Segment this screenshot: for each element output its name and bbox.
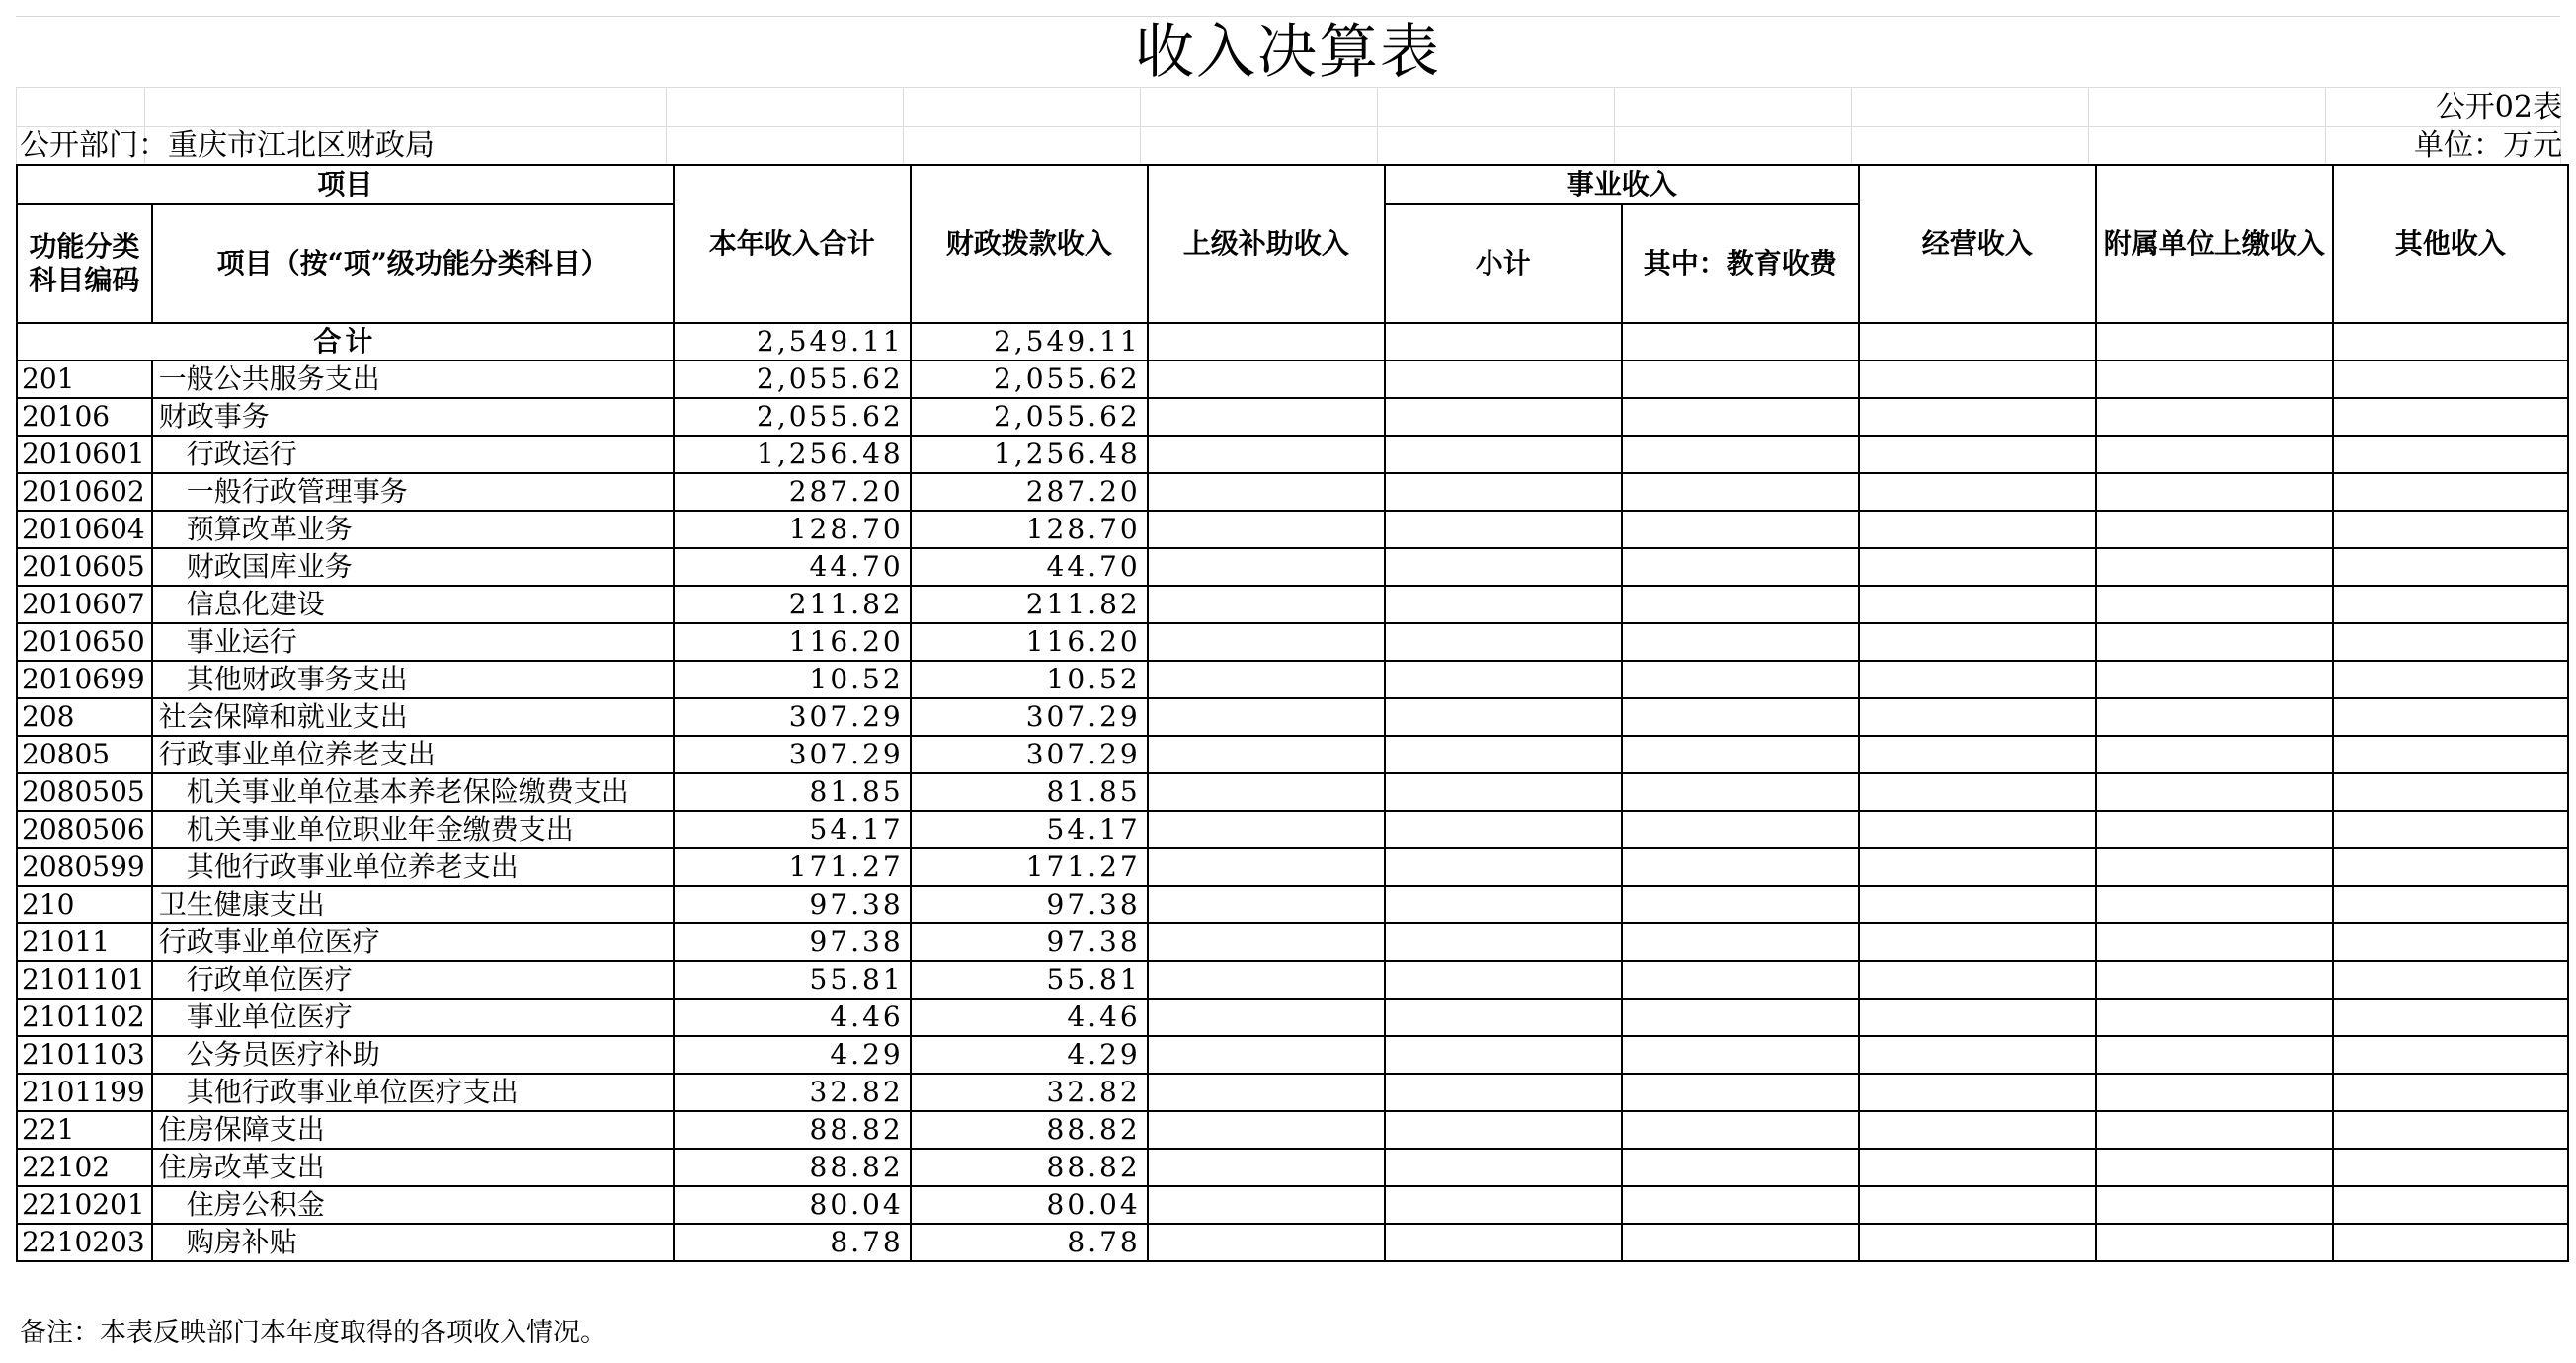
row-upper-subsidy [1148,961,1385,999]
row-code: 2010605 [17,548,152,586]
row-subtotal [1385,773,1622,811]
row-affiliated [2096,1111,2333,1149]
row-code: 201 [17,361,152,398]
table-row [17,1186,2568,1224]
row-other [2333,811,2568,848]
row-upper-subsidy [1148,623,1385,661]
row-total: 211.82 [674,586,911,623]
row-name: 住房保障支出 [152,1111,674,1149]
row-operating [1859,1036,2096,1074]
row-fiscal: 171.27 [911,848,1148,886]
row-name: 住房改革支出 [152,1149,674,1186]
row-operating [1859,773,2096,811]
row-total: 4.29 [674,1036,911,1074]
row-other [2333,586,2568,623]
row-education [1622,398,1859,436]
row-other [2333,848,2568,886]
row-total: 1,256.48 [674,436,911,473]
row-other [2333,1186,2568,1224]
row-upper-subsidy [1148,773,1385,811]
row-affiliated [2096,1036,2333,1074]
row-operating [1859,811,2096,848]
row-code: 22102 [17,1149,152,1186]
row-affiliated [2096,848,2333,886]
row-affiliated [2096,1149,2333,1186]
header-business-group: 事业收入 [1385,165,1859,204]
row-name: 行政事业单位医疗 [152,923,674,961]
row-operating [1859,436,2096,473]
row-affiliated [2096,736,2333,773]
row-code: 2010699 [17,661,152,698]
row-name: 社会保障和就业支出 [152,698,674,736]
row-operating [1859,923,2096,961]
row-other [2333,511,2568,548]
header-item-group: 项目 [17,165,674,204]
row-affiliated [2096,623,2333,661]
row-subtotal [1385,811,1622,848]
row-fiscal: 88.82 [911,1111,1148,1149]
row-total: 54.17 [674,811,911,848]
row-upper-subsidy [1148,548,1385,586]
table-row [17,361,2568,398]
row-name: 行政单位医疗 [152,961,674,999]
row-operating [1859,999,2096,1036]
row-operating [1859,511,2096,548]
row-affiliated [2096,999,2333,1036]
row-subtotal [1385,1111,1622,1149]
table-row [17,698,2568,736]
table-row [17,548,2568,586]
row-code: 2010607 [17,586,152,623]
row-fiscal: 211.82 [911,586,1148,623]
row-education [1622,961,1859,999]
row-education [1622,999,1859,1036]
row-other [2333,436,2568,473]
row-subtotal [1385,511,1622,548]
table-row [17,1149,2568,1186]
row-fiscal: 307.29 [911,698,1148,736]
row-total: 88.82 [674,1111,911,1149]
table-row [17,736,2568,773]
total-amount: 2,549.11 [674,323,911,361]
row-other [2333,1111,2568,1149]
row-upper-subsidy [1148,473,1385,511]
row-other [2333,1074,2568,1111]
row-fiscal: 44.70 [911,548,1148,586]
row-subtotal [1385,398,1622,436]
row-education [1622,548,1859,586]
row-affiliated [2096,398,2333,436]
row-subtotal [1385,736,1622,773]
row-fiscal: 4.29 [911,1036,1148,1074]
table-row [17,661,2568,698]
row-upper-subsidy [1148,1074,1385,1111]
row-other [2333,886,2568,923]
row-fiscal: 88.82 [911,1149,1148,1186]
row-education [1622,923,1859,961]
row-code: 2010601 [17,436,152,473]
row-subtotal [1385,436,1622,473]
row-name: 住房公积金 [152,1186,674,1224]
row-code: 20106 [17,398,152,436]
row-subtotal [1385,961,1622,999]
row-fiscal: 55.81 [911,961,1148,999]
row-affiliated [2096,961,2333,999]
row-other [2333,548,2568,586]
row-affiliated [2096,886,2333,923]
row-education [1622,811,1859,848]
row-code: 20805 [17,736,152,773]
row-subtotal [1385,586,1622,623]
row-subtotal [1385,661,1622,698]
row-affiliated [2096,923,2333,961]
row-upper-subsidy [1148,923,1385,961]
row-affiliated [2096,1224,2333,1261]
row-fiscal: 1,256.48 [911,436,1148,473]
table-row [17,586,2568,623]
row-other [2333,923,2568,961]
row-upper-subsidy [1148,736,1385,773]
row-other [2333,1036,2568,1074]
row-code: 221 [17,1111,152,1149]
table-row [17,436,2568,473]
row-other [2333,1149,2568,1186]
row-operating [1859,1111,2096,1149]
row-education [1622,773,1859,811]
header-subtotal: 小计 [1385,204,1622,323]
header-upper-subsidy: 上级补助收入 [1148,165,1385,323]
row-upper-subsidy [1148,1224,1385,1261]
row-total: 171.27 [674,848,911,886]
row-upper-subsidy [1148,511,1385,548]
row-name: 行政运行 [152,436,674,473]
row-operating [1859,1186,2096,1224]
row-name: 财政国库业务 [152,548,674,586]
row-education [1622,473,1859,511]
row-affiliated [2096,436,2333,473]
row-code: 2101101 [17,961,152,999]
row-other [2333,961,2568,999]
table-row [17,623,2568,661]
row-upper-subsidy [1148,1186,1385,1224]
row-name: 事业单位医疗 [152,999,674,1036]
row-upper-subsidy [1148,1036,1385,1074]
row-upper-subsidy [1148,361,1385,398]
row-operating [1859,1074,2096,1111]
row-total: 97.38 [674,886,911,923]
row-total: 32.82 [674,1074,911,1111]
row-other [2333,1224,2568,1261]
header-total: 本年收入合计 [674,165,911,323]
row-subtotal [1385,623,1622,661]
row-operating [1859,473,2096,511]
row-total: 128.70 [674,511,911,548]
row-name: 机关事业单位职业年金缴费支出 [152,811,674,848]
row-code: 208 [17,698,152,736]
row-total: 287.20 [674,473,911,511]
header-affiliated: 附属单位上缴收入 [2096,165,2333,323]
row-total: 116.20 [674,623,911,661]
row-name: 其他财政事务支出 [152,661,674,698]
unit-label: 单位：万元 [2414,128,2562,163]
header-code: 功能分类科目编码 [17,204,152,323]
row-education [1622,886,1859,923]
row-fiscal: 97.38 [911,886,1148,923]
row-name: 一般行政管理事务 [152,473,674,511]
row-fiscal: 4.46 [911,999,1148,1036]
row-upper-subsidy [1148,848,1385,886]
row-fiscal: 2,055.62 [911,398,1148,436]
row-operating [1859,361,2096,398]
table-row [17,1111,2568,1149]
row-affiliated [2096,361,2333,398]
row-subtotal [1385,999,1622,1036]
table-row [17,773,2568,811]
header-fiscal: 财政拨款收入 [911,165,1148,323]
row-operating [1859,961,2096,999]
header-operating: 经营收入 [1859,165,2096,323]
row-other [2333,473,2568,511]
row-education [1622,1074,1859,1111]
row-name: 信息化建设 [152,586,674,623]
row-fiscal: 81.85 [911,773,1148,811]
row-operating [1859,848,2096,886]
row-education [1622,1186,1859,1224]
row-code: 2101199 [17,1074,152,1111]
row-name: 预算改革业务 [152,511,674,548]
table-row [17,1036,2568,1074]
row-code: 2010604 [17,511,152,548]
table-row [17,473,2568,511]
total-row [17,323,2568,361]
row-subtotal [1385,848,1622,886]
row-total: 2,055.62 [674,361,911,398]
row-affiliated [2096,661,2333,698]
row-affiliated [2096,511,2333,548]
row-name: 其他行政事业单位养老支出 [152,848,674,886]
row-code: 2080599 [17,848,152,886]
row-fiscal: 307.29 [911,736,1148,773]
row-upper-subsidy [1148,811,1385,848]
row-total: 307.29 [674,698,911,736]
row-fiscal: 116.20 [911,623,1148,661]
row-subtotal [1385,1149,1622,1186]
row-upper-subsidy [1148,999,1385,1036]
row-total: 81.85 [674,773,911,811]
row-upper-subsidy [1148,1111,1385,1149]
row-fiscal: 80.04 [911,1186,1148,1224]
row-operating [1859,586,2096,623]
row-code: 2101102 [17,999,152,1036]
row-code: 2080506 [17,811,152,848]
row-operating [1859,886,2096,923]
row-operating [1859,548,2096,586]
row-name: 其他行政事业单位医疗支出 [152,1074,674,1111]
row-upper-subsidy [1148,398,1385,436]
row-education [1622,1111,1859,1149]
row-affiliated [2096,811,2333,848]
row-operating [1859,661,2096,698]
row-education [1622,361,1859,398]
row-operating [1859,1224,2096,1261]
row-upper-subsidy [1148,661,1385,698]
row-education [1622,1224,1859,1261]
row-operating [1859,1149,2096,1186]
row-total: 97.38 [674,923,911,961]
table-row [17,511,2568,548]
table-row [17,1224,2568,1261]
row-other [2333,623,2568,661]
row-education [1622,1036,1859,1074]
row-name: 购房补贴 [152,1224,674,1261]
row-subtotal [1385,1074,1622,1111]
row-fiscal: 128.70 [911,511,1148,548]
table-row [17,999,2568,1036]
row-total: 88.82 [674,1149,911,1186]
row-other [2333,736,2568,773]
row-education [1622,736,1859,773]
row-education [1622,436,1859,473]
row-subtotal [1385,361,1622,398]
row-code: 2210203 [17,1224,152,1261]
row-subtotal [1385,1186,1622,1224]
header-item-name: 项目（按“项”级功能分类科目） [152,204,674,323]
row-affiliated [2096,1186,2333,1224]
row-affiliated [2096,586,2333,623]
row-code: 2210201 [17,1186,152,1224]
row-total: 55.81 [674,961,911,999]
row-education [1622,511,1859,548]
table-row [17,923,2568,961]
row-affiliated [2096,473,2333,511]
row-operating [1859,623,2096,661]
row-education [1622,661,1859,698]
row-subtotal [1385,1224,1622,1261]
row-code: 2080505 [17,773,152,811]
row-total: 4.46 [674,999,911,1036]
income-table [16,164,2569,1262]
row-other [2333,999,2568,1036]
table-row [17,398,2568,436]
row-affiliated [2096,548,2333,586]
header-other: 其他收入 [2333,165,2568,323]
row-subtotal [1385,473,1622,511]
row-code: 2010602 [17,473,152,511]
row-education [1622,586,1859,623]
row-name: 卫生健康支出 [152,886,674,923]
row-name: 事业运行 [152,623,674,661]
row-name: 机关事业单位基本养老保险缴费支出 [152,773,674,811]
total-fiscal: 2,549.11 [911,323,1148,361]
row-operating [1859,736,2096,773]
row-affiliated [2096,698,2333,736]
row-other [2333,661,2568,698]
row-education [1622,698,1859,736]
row-upper-subsidy [1148,586,1385,623]
form-number: 公开02表 [2435,90,2562,124]
row-code: 21011 [17,923,152,961]
row-total: 2,055.62 [674,398,911,436]
table-row [17,848,2568,886]
row-upper-subsidy [1148,698,1385,736]
row-total: 8.78 [674,1224,911,1261]
row-operating [1859,698,2096,736]
row-education [1622,1149,1859,1186]
row-subtotal [1385,1036,1622,1074]
page-title: 收入决算表 [1135,18,1441,87]
row-fiscal: 287.20 [911,473,1148,511]
row-other [2333,773,2568,811]
row-name: 公务员医疗补助 [152,1036,674,1074]
row-total: 80.04 [674,1186,911,1224]
row-fiscal: 10.52 [911,661,1148,698]
row-subtotal [1385,886,1622,923]
row-education [1622,848,1859,886]
row-total: 307.29 [674,736,911,773]
row-subtotal [1385,548,1622,586]
row-other [2333,398,2568,436]
row-other [2333,698,2568,736]
row-subtotal [1385,698,1622,736]
row-education [1622,623,1859,661]
footnote: 备注：本表反映部门本年度取得的各项收入情况。 [20,1318,606,1348]
row-upper-subsidy [1148,1149,1385,1186]
row-name: 行政事业单位养老支出 [152,736,674,773]
row-fiscal: 32.82 [911,1074,1148,1111]
row-name: 一般公共服务支出 [152,361,674,398]
table-row [17,886,2568,923]
department-label: 公开部门：重庆市江北区财政局 [20,128,435,163]
row-fiscal: 8.78 [911,1224,1148,1261]
table-row [17,1074,2568,1111]
row-code: 2010650 [17,623,152,661]
row-total: 10.52 [674,661,911,698]
row-other [2333,361,2568,398]
row-fiscal: 54.17 [911,811,1148,848]
table-row [17,961,2568,999]
row-subtotal [1385,923,1622,961]
row-upper-subsidy [1148,886,1385,923]
row-code: 210 [17,886,152,923]
row-fiscal: 2,055.62 [911,361,1148,398]
header-education: 其中：教育收费 [1622,204,1859,323]
row-total: 44.70 [674,548,911,586]
row-code: 2101103 [17,1036,152,1074]
total-label: 合计 [17,323,674,361]
row-upper-subsidy [1148,436,1385,473]
row-affiliated [2096,1074,2333,1111]
table-row [17,811,2568,848]
row-affiliated [2096,773,2333,811]
row-name: 财政事务 [152,398,674,436]
row-fiscal: 97.38 [911,923,1148,961]
row-operating [1859,398,2096,436]
